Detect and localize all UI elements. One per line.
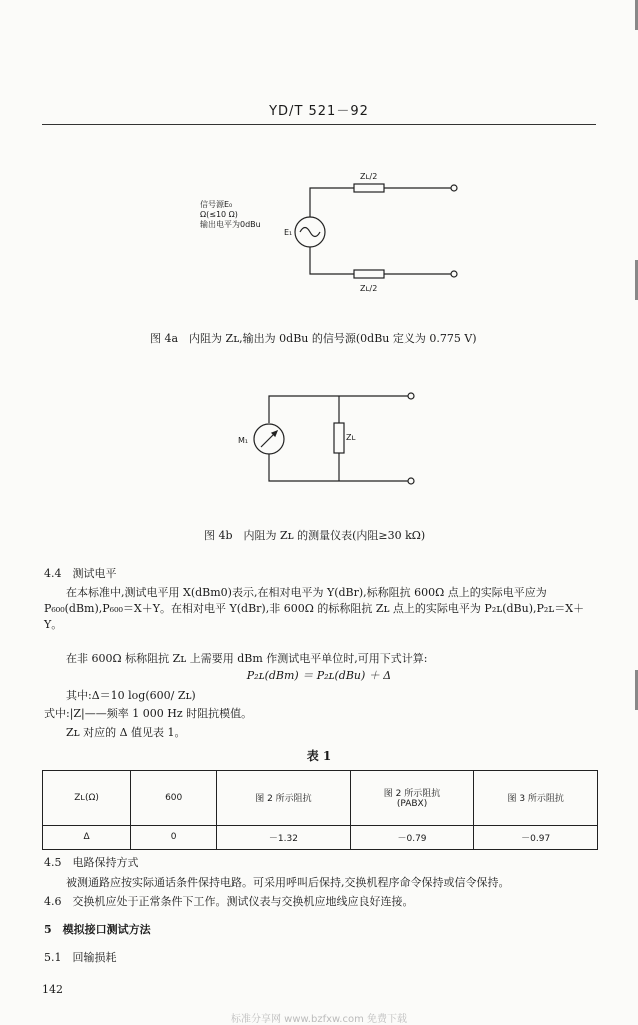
table-1-cell: －0.79 [350, 825, 474, 849]
table-1-header-row [43, 771, 598, 826]
section-4-4-where-2: 式中:|Z|——频率 1 000 Hz 时阻抗模值。 [44, 707, 253, 720]
section-5-1-title: 5.1 回输损耗 [44, 951, 117, 964]
table-1-header-cell [350, 771, 474, 826]
table-1 [42, 770, 598, 850]
table-1-header-cell-line-1: 图 2 所示阻抗 [383, 789, 441, 800]
fig4a-terminal-top [451, 185, 457, 191]
fig4a-source-label-1: 信号源E₀ [200, 200, 233, 209]
fig4b-terminal-bottom [408, 478, 414, 484]
fig4a-z-top-label: Zʟ/2 [360, 172, 378, 181]
table-1-header-cell-line-2: (PABX) [396, 799, 428, 810]
table-1-row [43, 825, 598, 849]
table-1-header-cell: Zʟ(Ω) [43, 771, 131, 826]
section-4-4-formula: P₂ʟ(dBm) ＝ P₂ʟ(dBu) ＋ Δ [246, 669, 392, 682]
fig4a-circuit-diagram [290, 175, 470, 285]
section-4-4-paragraph-2: 在非 600Ω 标称阻抗 Zʟ 上需要用 dBm 作测试电平单位时,可用下式计算: [66, 652, 428, 665]
fig4b-caption: 图 4b 内阻为 Zʟ 的测量仪表(内阻≥30 kΩ) [204, 529, 426, 542]
fig4b-z-label: Zʟ [346, 433, 356, 442]
table-1-cell: Δ [43, 825, 131, 849]
fig4a-resistor-top [354, 184, 384, 192]
table-1-cell: －1.32 [217, 825, 350, 849]
section-5-title: 5 模拟接口测试方法 [44, 923, 151, 936]
header-rule [42, 124, 596, 125]
table-1-header-cell: 600 [131, 771, 217, 826]
fig4a-z-bottom-label: Zʟ/2 [360, 284, 378, 293]
fig4a-resistor-bottom [354, 270, 384, 278]
section-4-5-paragraph: 被测通路应按实际通话条件保持电路。可采用呼叫后保持,交换机程序命令保持或信令保持。 [66, 876, 510, 889]
page-number: 142 [42, 983, 63, 996]
section-4-4-paragraph: 在本标准中,测试电平用 X(dBm0)表示,在相对电平为 Y(dBr),标称阻抗 600Ω 点上的实际电平应为 P₆₀₀(dBm),P₆₀₀＝X＋Y。在相对电平 Y(dBr),非 600Ω 的标称阻抗 Zʟ 点上的实际电平为 P₂ʟ(dBu),P₂ʟ＝X＋Y。 [44, 586, 585, 631]
table-1-header-cell: 图 3 所示阻抗 [474, 771, 598, 826]
fig4b-terminal-top [408, 393, 414, 399]
section-4-5-title: 4.5 电路保持方式 [44, 856, 139, 869]
fig4a-e-label: E₁ [284, 228, 293, 237]
fig4a-source-label-2: Ω(≤10 Ω) [200, 210, 238, 219]
fig4b-resistor [334, 423, 344, 453]
watermark: 标准分享网 www.bzfxw.com 免费下载 [231, 1014, 407, 1025]
table-1-cell: 0 [131, 825, 217, 849]
section-4-4-where-1: 其中:Δ＝10 log(600/ Zʟ) [66, 689, 196, 702]
section-4-4-title: 4.4 测试电平 [44, 567, 117, 580]
section-4-4-note: Zʟ 对应的 Δ 值见表 1。 [66, 726, 186, 739]
fig4b-circuit-diagram [250, 385, 430, 495]
fig4a-caption: 图 4a 内阻为 Zʟ,输出为 0dBu 的信号源(0dBu 定义为 0.775 V) [150, 332, 477, 345]
fig4b-m-label: M₁ [238, 436, 249, 445]
fig4a-source-label-3: 输出电平为0dBu [200, 220, 261, 229]
table-1-cell: －0.97 [474, 825, 598, 849]
document-code: YD/T 521－92 [269, 104, 369, 119]
table-1-header-cell: 图 2 所示阻抗 [217, 771, 350, 826]
table-1-title: 表 1 [306, 749, 332, 763]
fig4a-terminal-bottom [451, 271, 457, 277]
section-4-6-paragraph: 4.6 交换机应处于正常条件下工作。测试仪表与交换机应地线应良好连接。 [44, 895, 414, 908]
fig4a-wire-bottom-left [310, 247, 354, 274]
